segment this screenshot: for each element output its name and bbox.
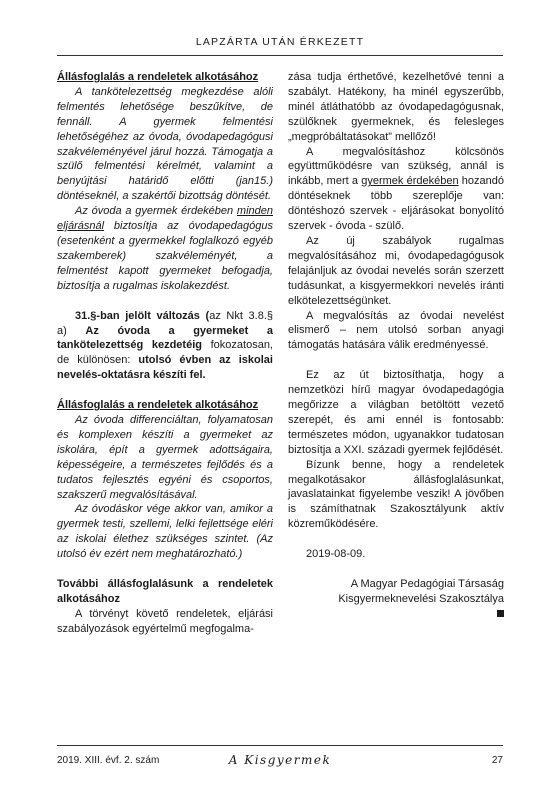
footer-rule	[57, 745, 503, 746]
section-heading-1: Állásfoglalás a rendeletek alkotásához	[57, 71, 259, 83]
paragraph-kindergarten-interest: Az óvoda a gyermek érdekében minden eljárásnál biztosítja az óvodapedagógus (esetenként a gyermekkel foglalkozó egyéb szakemberek) szakvéleményét, a felmentést kapott gyermeket befogadja, biztosítja a rugalmas iskolakezdést.	[57, 205, 273, 292]
paragraph-recognition: A megvalósítás az óvodai nevelést elismerő – nem utolsó sorban anyagi támogatás hatására válik eredményessé.	[288, 309, 504, 352]
page-footer	[57, 753, 503, 769]
end-square-icon	[497, 610, 504, 617]
underlined-phrase: gyermek érdekében	[361, 175, 459, 188]
running-header: LAPZÁRTA UTÁN ÉRKEZETT	[195, 36, 365, 48]
paragraph-cooperation: A megvalósításhoz kölcsönös együttműködésre van szükség, annál is inkább, mert a gyermek érdekében hozandó döntéseknek több szereplője van: döntéshozó szervek - eljárásokat bonyolító szervek - óvoda - szülő.	[288, 145, 504, 233]
paragraph-regulations-start: A törvényt követő rendeletek, eljárási szabályozások egyértelmű megfogalma-	[57, 607, 273, 635]
end-mark	[288, 607, 504, 622]
paragraph-section-31: 31.§-ban jelölt változás (az Nkt 3.8.§ a) Az óvoda a gyermeket a tankötelezettség kezdetéig fokozatosan, de különösen: utolsó évben az iskolai nevelés-oktatásra készíti fel.	[57, 309, 273, 382]
issue-info: 2019. XIII. évf. 2. szám	[57, 755, 160, 766]
page-number: 27	[491, 755, 503, 766]
paragraph-pedagogy-future: Ez az út biztosíthatja, hogy a nemzetközi hírű magyar óvodapedagógia megőrizze a világban betöltött vezető szerepét, és ami ennél is fontosabb: természetes módon, ugyanakkor tudatosan biztosítja a XXI. századi gyermek fejlődését.	[288, 369, 504, 456]
signature-line-2: Kisgyermeknevelési Szakosztálya	[338, 593, 504, 605]
underlined-phrase: minden eljárásnál	[57, 205, 273, 233]
paragraph-offer: Az új szabályok rugalmas megvalósításához mi, óvodapedagógusok felajánljuk az óvodai nevelés során szerzett tudásunkat, a kisgyermekkori nevelés iránti elkötelezettségünket.	[288, 234, 504, 307]
paragraph-trust: Bízunk benne, hogy a rendeletek megalkotásakor állásfoglalásunkat, javaslatainkat figyelembe veszik! A jövőben is számíthatnak Szakosztályunk aktív közreműködésére.	[288, 458, 504, 531]
paragraph-regulations-cont: zása tudja érthetővé, kezelhetővé tenni a szabályt. Hatékony, ha minél egyszerűbb, minél átláthatóbb az óvodapedagógusnak, szülőknek gyermeknek, és felesleges „megpróbáltatásokat” mellőző!	[288, 71, 504, 143]
section-heading-3: További állásfoglalásunk a rendeletek alkotásához	[57, 578, 273, 605]
journal-title: A Kisgyermek	[228, 753, 332, 767]
section-heading-2: Állásfoglalás a rendeletek alkotásához	[57, 399, 259, 412]
signature-line-1: A Magyar Pedagógiai Társaság	[350, 578, 504, 591]
paragraph-preparation: Az óvoda differenciáltan, folyamatosan és komplexen készíti a gyermeket az iskolára, épít a gyermek adottságaira, képességeire, a természetes fejlődés és a tudatos fejlesztés egyéni és csoportos, szakszerű megvalósításával.	[57, 414, 273, 501]
header-rule	[57, 55, 503, 56]
date: 2019-08-09.	[306, 548, 366, 561]
right-column	[288, 70, 504, 622]
paragraph-exemption: A tankötelezettség megkezdése alóli felmentés lehetősége beszűkítve, de fennáll. A gyermek felmentési lehetőségéhez az óvoda, óvodapedagógusi szakvéleményével járul hozzá. Támogatja a szülő felmentési kérelmét, valamint a benyújtási határidő előtti (jan15.) döntéseknél, a szakértői bizottság döntését.	[57, 85, 273, 203]
left-column	[57, 70, 273, 637]
paragraph-end-of-preschool: Az óvodáskor vége akkor van, amikor a gyermek testi, szellemi, lelki fejlettsége eléri az iskolai élethez szükséges szintet. (Az utolsó év ezért nem meghatározható.)	[57, 503, 273, 561]
